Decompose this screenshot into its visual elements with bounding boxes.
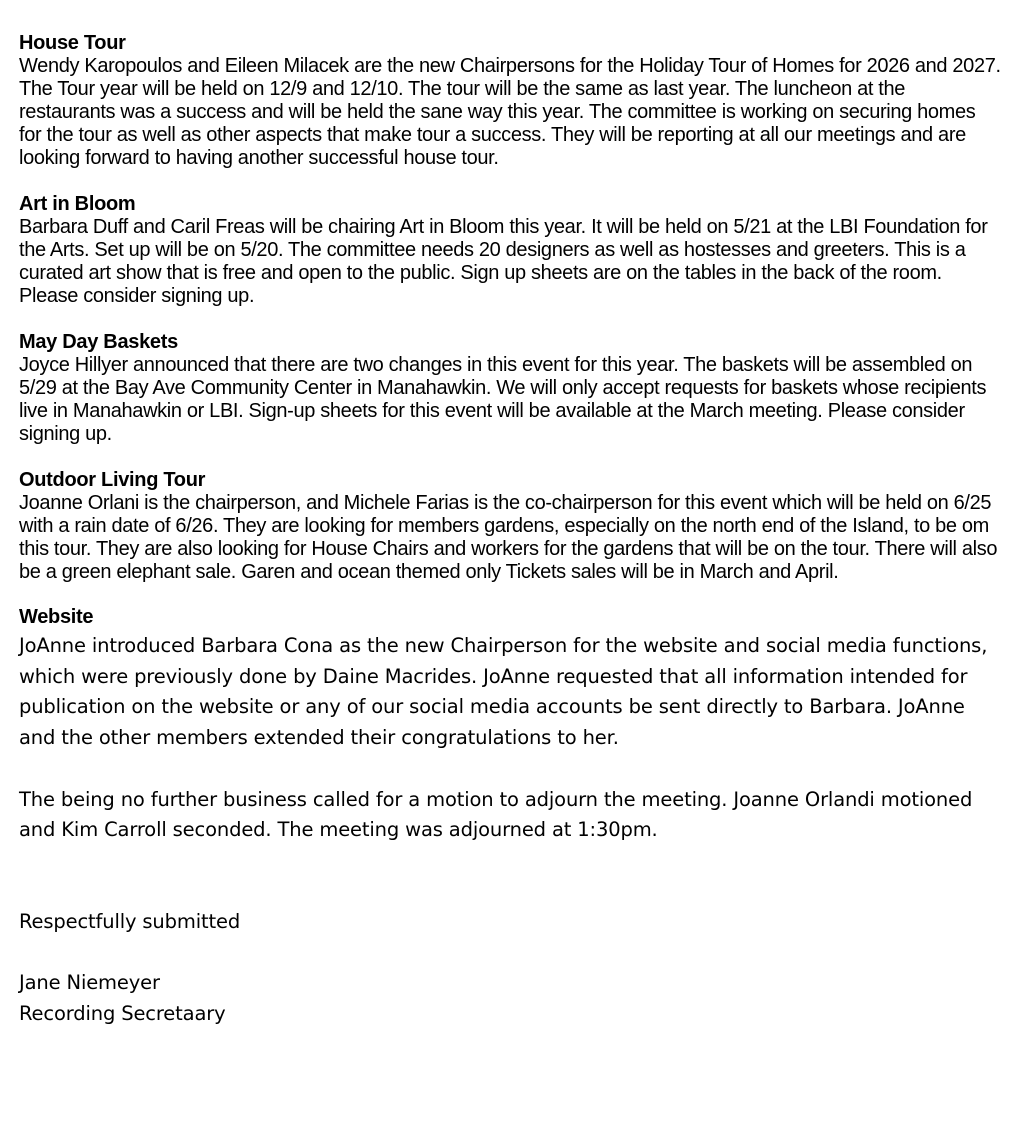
spacer	[19, 938, 1001, 969]
section-may-day-baskets	[19, 331, 1001, 446]
section-heading-house-tour: House Tour	[19, 32, 126, 54]
section-text-house-tour: Wendy Karopoulos and Eileen Milacek are the new Chairpersons for the Holiday Tour of Homes for 2026 and 2027. The Tour year will be held on 12/9 and 12/10. The tour will be the same as last year. The luncheon at the restaurants was a success and will be held the sane way this year. The committee is working on securing homes for the tour as well as other aspects that make tour a success. They will be reporting at all our meetings and are looking forward to having another successful house tour.	[19, 55, 1001, 169]
section-heading-website: Website	[19, 606, 94, 628]
adjournment-text: The being no further business called for a motion to adjourn the meeting. Joanne Orlandi motioned and Kim Carroll seconded. The meeting was adjourned at 1:30pm.	[19, 787, 973, 842]
section-text-may-day-baskets: Joyce Hillyer announced that there are two changes in this event for this year. The baskets will be assembled on 5/29 at the Bay Ave Community Center in Manahawkin. We will only accept requests for baskets whose recipients live in Manahawkin or LBI. Sign-up sheets for this event will be available at the March meeting. Please consider signing up.	[19, 354, 987, 445]
section-text-outdoor-living-tour: Joanne Orlani is the chairperson, and Michele Farias is the co-chairperson for this event which will be held on 6/25 with a rain date of 6/26. They are looking for members gardens, especially on the north end of the Island, to be om this tour. They are also looking for House Chairs and workers for the gardens that will be on the tour. There will also be a green elephant sale. Garen and ocean themed only Tickets sales will be in March and April.	[19, 492, 998, 583]
section-art-in-bloom	[19, 193, 1001, 308]
section-house-tour	[19, 32, 1001, 170]
spacer	[19, 846, 1001, 907]
spacer	[19, 446, 1001, 469]
section-text-art-in-bloom: Barbara Duff and Caril Freas will be chairing Art in Bloom this year. It will be held on 5/21 at the LBI Foundation for the Arts. Set up will be on 5/20. The committee needs 20 designers as well as hostesses and greeters. This is a curated art show that is free and open to the public. Sign up sheets are on the tables in the back of the room. Please consider signing up.	[19, 216, 988, 307]
section-text-website: JoAnne introduced Barbara Cona as the new Chairperson for the website and social media functions, which were previously done by Daine Macrides. JoAnne requested that all information intended for publication on the website or any of our social media accounts be sent directly to Barbara. JoAnne and the other members extended their congratulations to her.	[19, 634, 988, 750]
spacer	[19, 754, 1001, 785]
sign-off: Respectfully submitted	[19, 909, 241, 933]
section-heading-may-day-baskets: May Day Baskets	[19, 331, 178, 353]
secretary-title: Recording Secretaary	[19, 1002, 226, 1025]
spacer	[19, 308, 1001, 331]
spacer	[19, 584, 1001, 605]
section-heading-art-in-bloom: Art in Bloom	[19, 193, 136, 215]
secretary-name: Jane Niemeyer	[19, 971, 160, 995]
meeting-minutes-page	[19, 32, 1001, 1030]
section-outdoor-living-tour	[19, 469, 1001, 584]
section-website	[19, 605, 1001, 754]
section-heading-outdoor-living-tour: Outdoor Living Tour	[19, 469, 206, 491]
spacer	[19, 170, 1001, 193]
